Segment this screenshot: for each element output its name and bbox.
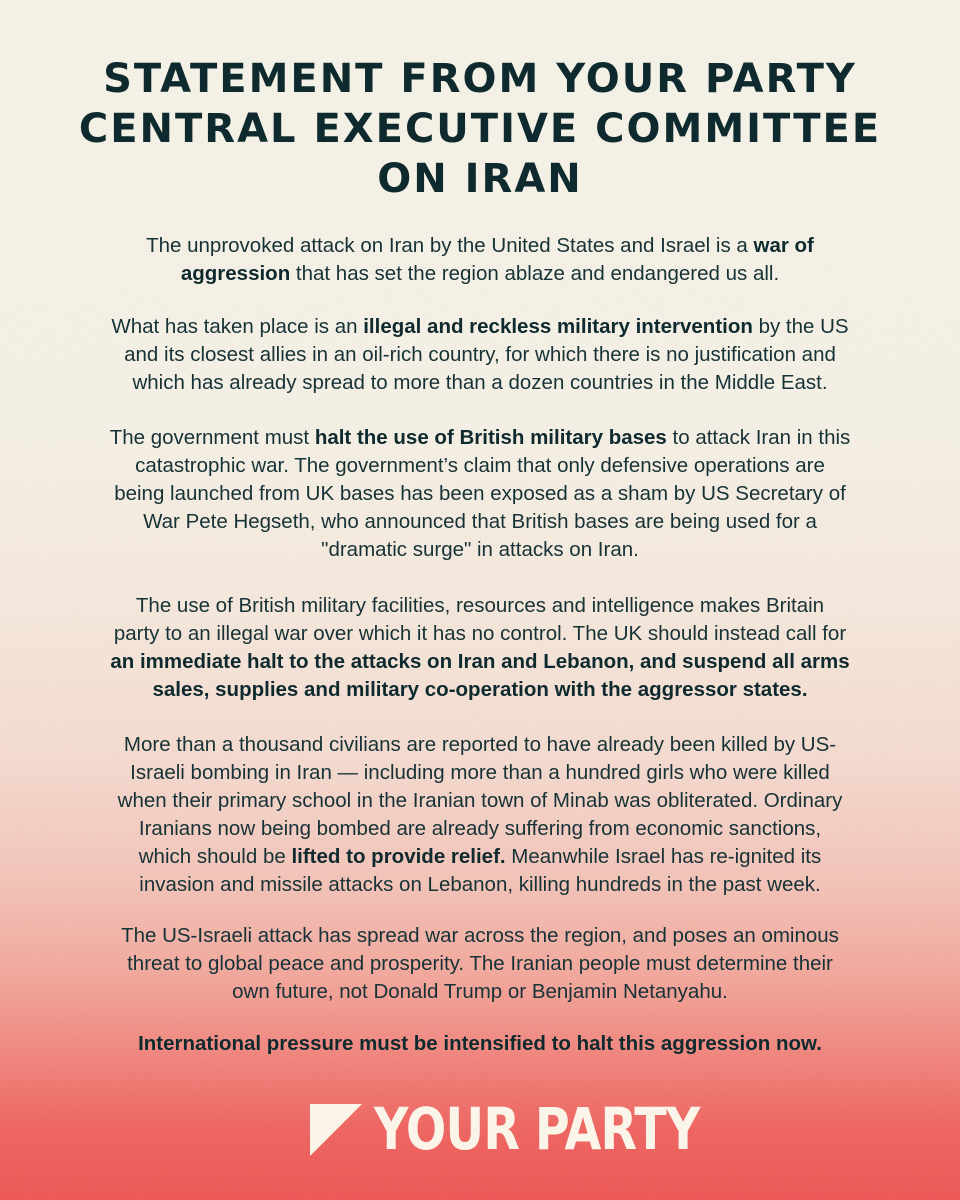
text-line: More than a thousand civilians are reported to have already been killed by US- — [123, 733, 837, 756]
text-line: The use of British military facilities, resources and intelligence makes Britain — [135, 594, 825, 617]
title-line: CENTRAL EXECUTIVE COMMITTEE — [78, 106, 882, 152]
text-line: "dramatic surge" in attacks on Iran. — [321, 538, 639, 561]
title-line: STATEMENT FROM YOUR PARTY — [103, 56, 857, 102]
text-line: an immediate halt to the attacks on Iran and Lebanon, and suspend all arms — [110, 650, 850, 673]
text-line: The US-Israeli attack has spread war across the region, and poses an ominous — [121, 924, 839, 947]
text-line: and its closest allies in an oil-rich country, for which there is no justification and — [124, 343, 836, 366]
title-line: ON IRAN — [377, 156, 583, 202]
text-line: threat to global peace and prosperity. The Iranian people must determine their — [127, 952, 833, 975]
text-line: aggression that has set the region ablaze and endangered us all. — [180, 262, 780, 285]
text-line: catastrophic war. The government’s claim that only defensive operations are — [135, 454, 825, 477]
text-line: being launched from UK bases has been exposed as a sham by US Secretary of — [114, 482, 846, 505]
text-line: party to an illegal war over which it has no control. The UK should instead call for — [113, 622, 847, 645]
closing-statement: International pressure must be intensified to halt this aggression now. — [138, 1032, 822, 1055]
logo-wordmark: YOUR PARTY — [374, 1095, 700, 1163]
text-line: invasion and missile attacks on Lebanon, killing hundreds in the past week. — [139, 873, 821, 896]
text-line: What has taken place is an illegal and reckless military intervention by the US — [111, 315, 849, 338]
text-line: which has already spread to more than a dozen countries in the Middle East. — [132, 371, 828, 394]
text-line: Israeli bombing in Iran — including more than a hundred girls who were killed — [130, 761, 830, 784]
page-title — [40, 54, 920, 204]
text-line: when their primary school in the Iranian town of Minab was obliterated. Ordinary — [117, 789, 843, 812]
text-line: sales, supplies and military co-operation with the aggressor states. — [152, 678, 808, 701]
paragraph-civilian-casualties — [80, 731, 880, 899]
paragraph-halt-attacks — [80, 592, 880, 704]
paragraph-global-threat — [80, 922, 880, 1006]
text-line: which should be lifted to provide relief. Meanwhile Israel has re-ignited its — [138, 845, 822, 868]
paragraph-british-bases — [80, 424, 880, 564]
your-party-logo — [310, 1095, 700, 1163]
your-party-logo-mark-icon — [310, 1104, 362, 1156]
text-line: The unprovoked attack on Iran by the United States and Israel is a war of — [146, 234, 814, 257]
paragraph-war-of-aggression — [80, 232, 880, 288]
text-line: The government must halt the use of British military bases to attack Iran in this — [109, 426, 851, 449]
text-line: own future, not Donald Trump or Benjamin Netanyahu. — [232, 980, 728, 1003]
text-line: War Pete Hegseth, who announced that British bases are being used for a — [143, 510, 817, 533]
text-line: Iranians now being bombed are already suffering from economic sanctions, — [138, 817, 822, 840]
paragraph-illegal-intervention — [80, 313, 880, 397]
